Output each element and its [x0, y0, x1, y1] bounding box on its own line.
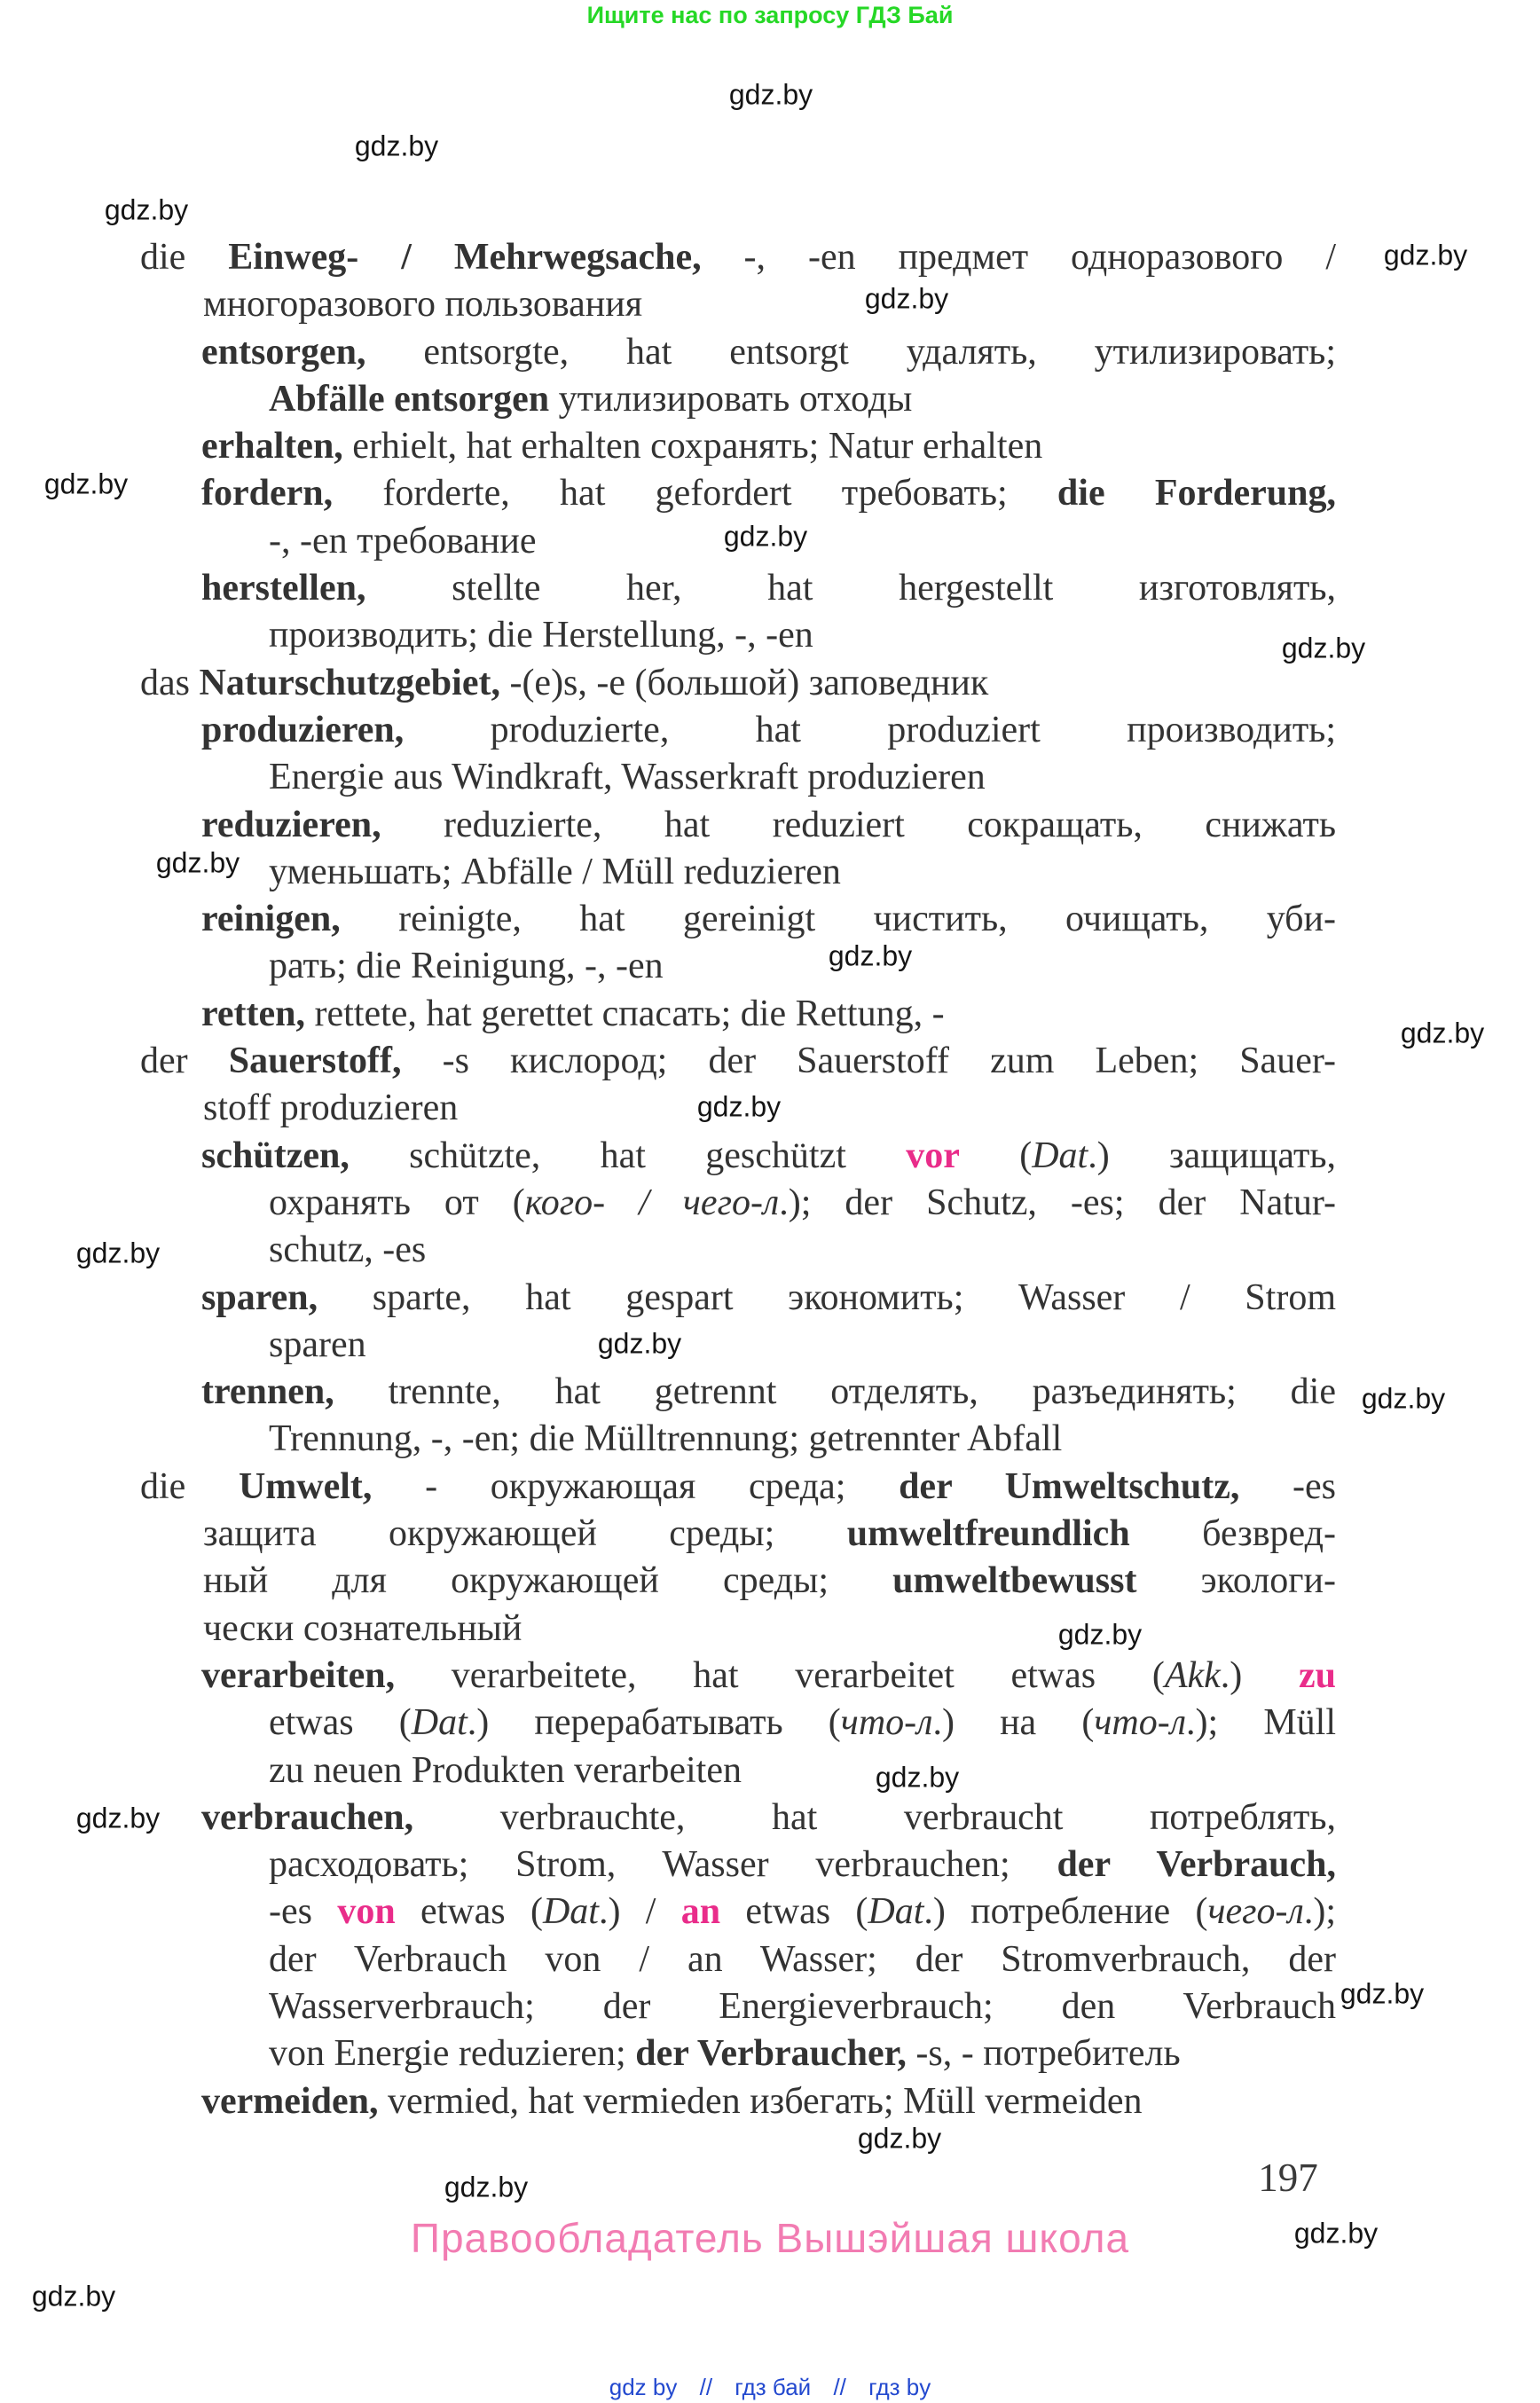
vocab-text: rettete, hat gerettet спасать; die Rettung, - — [305, 993, 945, 1034]
vocab-line — [269, 1700, 1336, 1747]
vocab-text: erhielt, hat erhalten сохранять; Natur erhalten — [342, 426, 1043, 467]
vocab-text: sparen — [269, 1323, 366, 1365]
vocab-line — [201, 423, 1336, 470]
vocab-line — [201, 1653, 1336, 1700]
vocab-text: der Verbrauch, — [1057, 1844, 1336, 1886]
vocab-line — [269, 1322, 1336, 1369]
vocab-text: кого- / чего-л — [524, 1182, 780, 1223]
vocab-text: reinigte, hat gereinigt чистить, очищать, уби- — [340, 899, 1336, 940]
gdz-watermark: gdz.by — [1057, 1618, 1143, 1651]
vocab-line — [201, 565, 1336, 612]
gdz-watermark: gdz.by — [43, 467, 129, 500]
gdz-watermark: gdz.by — [857, 2122, 942, 2155]
vocab-text: .) на ( — [932, 1702, 1095, 1744]
gdz-watermark: gdz.by — [155, 846, 240, 879]
vocab-text: Umwelt, — [238, 1465, 373, 1507]
vocab-text: entsorgte, hat entsorgt удалять, утилизировать; — [365, 331, 1336, 373]
gdz-watermark: gdz.by — [696, 1090, 782, 1123]
vocabulary-list — [140, 234, 1336, 2125]
vocab-line — [269, 1180, 1336, 1227]
vocab-line — [269, 754, 1336, 801]
vocab-text: der Verbraucher, — [635, 2033, 907, 2075]
vocab-text: .) / — [598, 1891, 681, 1933]
vocab-text: что-л — [1094, 1702, 1187, 1744]
vocab-text: Dat — [411, 1702, 468, 1744]
vocab-text: Akk — [1164, 1654, 1221, 1696]
vocab-text: что-л — [840, 1702, 933, 1744]
vocab-line — [269, 943, 1336, 990]
vocab-text: schützte, hat geschützt — [349, 1135, 907, 1176]
vocab-line — [203, 281, 1336, 328]
vocab-line — [140, 234, 1336, 281]
gdz-watermark: gdz.by — [728, 78, 813, 111]
vocab-line — [203, 1606, 1336, 1653]
vocab-line — [203, 1558, 1336, 1605]
gdz-watermark: gdz.by — [444, 2171, 529, 2203]
gdz-watermark: gdz.by — [864, 282, 949, 315]
vocab-text: das — [140, 662, 200, 703]
vocab-text: der Verbrauch von / an Wasser; der Stromverbrauch, der — [269, 1938, 1336, 1980]
vocab-text: Energie aus Windkraft, Wasserkraft produzieren — [269, 757, 986, 798]
vocab-text: entsorgen, — [201, 331, 366, 373]
vocab-text: .); — [1303, 1891, 1336, 1933]
vocab-text: Dat — [1032, 1135, 1088, 1176]
footer-link-gdz-bai: гдз бай — [735, 2374, 812, 2400]
vocab-text: ( — [959, 1135, 1033, 1176]
vocab-line — [203, 1511, 1336, 1558]
vocab-text: produzieren, — [201, 709, 405, 750]
vocab-text: -es — [269, 1891, 338, 1933]
vocab-line — [201, 802, 1336, 849]
vocab-text: umweltbewusst — [892, 1560, 1137, 1602]
vocab-text: reduzierte, hat reduziert сокращать, снижать — [381, 804, 1336, 845]
vocab-line — [269, 2030, 1336, 2077]
vocab-text: Einweg- / Mehrwegsache, — [228, 237, 702, 278]
vocab-text: утилизировать отходы — [549, 378, 913, 420]
vocab-line — [201, 329, 1336, 376]
vocab-text: trennte, hat getrennt отделять, разъединять; die — [334, 1371, 1336, 1413]
vocab-text: чего-л — [1207, 1891, 1304, 1933]
vocab-text: die Forderung, — [1057, 473, 1336, 514]
vocab-line — [201, 1794, 1336, 1842]
vocab-line — [269, 1416, 1336, 1463]
vocab-text: sparen, — [201, 1276, 318, 1318]
vocab-text: Naturschutzgebiet, — [199, 662, 500, 703]
copyright-note: Правообладатель Вышэйшая школа — [410, 2215, 1130, 2261]
vocab-text: многоразового пользования — [203, 284, 643, 326]
vocab-text: produzierte, hat produziert производить; — [404, 709, 1336, 750]
vocab-text: reinigen, — [201, 899, 341, 940]
vocab-text: уменьшать; Abfälle / Müll reduzieren — [269, 851, 841, 892]
vocab-line — [269, 1936, 1336, 1983]
vocab-text: .) — [1220, 1654, 1299, 1696]
gdz-watermark: gdz.by — [1293, 2217, 1379, 2250]
vocab-text: stellte her, hat hergestellt изготовлять, — [365, 568, 1336, 609]
vocab-line — [201, 1275, 1336, 1322]
vocab-line — [269, 1983, 1336, 2030]
vocab-text: forderte, hat gefordert требовать; — [333, 473, 1057, 514]
vocab-text: verbrauchen, — [201, 1796, 414, 1838]
vocab-text: -, -en предмет одноразового / — [701, 237, 1336, 278]
vocab-text: etwas ( — [720, 1891, 868, 1933]
vocab-text: verbrauchte, hat verbraucht потреблять, — [413, 1796, 1336, 1838]
vocab-line — [269, 1227, 1336, 1274]
vocab-text: - окружающая среда; — [372, 1465, 900, 1507]
vocab-line — [201, 2078, 1336, 2125]
vocab-text: -s, - потребитель — [906, 2033, 1181, 2075]
vocab-line — [269, 1842, 1336, 1889]
vocab-text: etwas ( — [395, 1891, 543, 1933]
highlighted-preposition: zu — [1298, 1654, 1336, 1696]
vocab-text: schützen, — [201, 1135, 350, 1176]
gdz-watermark: gdz.by — [75, 1802, 161, 1834]
vocab-line — [203, 1085, 1336, 1132]
vocab-line — [201, 707, 1336, 754]
vocab-text: ный для окружающей среды; — [203, 1560, 893, 1602]
vocab-text: Wasserverbrauch; der Energieverbrauch; den Verbrauch — [269, 1985, 1336, 2027]
vocab-text: -s кислород; der Sauerstoff zum Leben; Sauer- — [401, 1041, 1336, 1082]
vocab-text: экологи- — [1136, 1560, 1336, 1602]
vocab-text: verarbeitete, hat verarbeitet etwas ( — [395, 1654, 1165, 1696]
vocab-text: расходовать; Strom, Wasser verbrauchen; — [269, 1844, 1057, 1886]
vocab-line — [269, 1747, 1336, 1794]
footer-link-gdz-by: gdz by — [609, 2374, 678, 2400]
gdz-watermark: gdz.by — [75, 1237, 161, 1269]
footer-links — [0, 2374, 1540, 2401]
gdz-watermark: gdz.by — [1400, 1017, 1485, 1049]
vocab-text: производить; die Herstellung, -, -en — [269, 615, 813, 656]
gdz-watermark: gdz.by — [1281, 632, 1366, 664]
vocab-text: Dat — [868, 1891, 924, 1933]
vocab-text: verarbeiten, — [201, 1654, 396, 1696]
vocab-line — [201, 1133, 1336, 1180]
vocab-line — [140, 660, 1336, 707]
vocab-text: sparte, hat gespart экономить; Wasser / Strom — [318, 1276, 1336, 1318]
gdz-watermark: gdz.by — [828, 939, 913, 972]
gdz-watermark: gdz.by — [31, 2280, 116, 2313]
vocab-text: -(e)s, -e (большой) заповедник — [499, 662, 989, 703]
vocab-text: die — [140, 1465, 239, 1507]
vocab-line — [140, 1038, 1336, 1085]
vocab-text: безвред- — [1129, 1513, 1336, 1555]
vocab-text: erhalten, — [201, 426, 343, 467]
footer-link-gdz-by-cyr: гдз by — [868, 2374, 931, 2400]
vocab-text: Dat — [542, 1891, 599, 1933]
vocab-text: reduzieren, — [201, 804, 381, 845]
vocab-text: von Energie reduzieren; — [269, 2033, 636, 2075]
vocab-line — [269, 1889, 1336, 1936]
vocab-text: retten, — [201, 993, 305, 1034]
gdz-watermark: gdz.by — [597, 1327, 682, 1360]
gdz-watermark: gdz.by — [1383, 239, 1468, 271]
vocab-line — [269, 518, 1336, 565]
vocab-text: vermeiden, — [201, 2080, 379, 2122]
vocab-line — [269, 849, 1336, 896]
vocab-text: защита окружающей среды; — [203, 1513, 847, 1555]
vocab-text: .) перерабатывать ( — [467, 1702, 841, 1744]
gdz-watermark: gdz.by — [354, 130, 439, 162]
gdz-watermark: gdz.by — [723, 520, 808, 553]
highlighted-preposition: von — [337, 1891, 396, 1933]
vocab-text: vermied, hat vermieden избегать; Müll vermeiden — [378, 2080, 1143, 2122]
vocab-text: .); der Schutz, -es; der Natur- — [779, 1182, 1337, 1223]
vocab-text: stoff produzieren — [203, 1088, 459, 1129]
gdz-watermark: gdz.by — [1361, 1382, 1446, 1415]
highlighted-preposition: an — [680, 1891, 721, 1933]
vocab-text: herstellen, — [201, 568, 366, 609]
vocab-text: охранять от ( — [269, 1182, 525, 1223]
gdz-watermark: gdz.by — [1340, 1977, 1425, 2010]
vocab-text: etwas ( — [269, 1702, 412, 1744]
vocab-text: рать; die Reinigung, -, -en — [269, 946, 664, 987]
vocab-text: fordern, — [201, 473, 334, 514]
vocab-text: der — [140, 1041, 229, 1082]
vocab-text: zu neuen Produkten verarbeiten — [269, 1749, 742, 1791]
vocab-text: -es — [1239, 1465, 1336, 1507]
vocab-text: .); Müll — [1186, 1702, 1336, 1744]
page-number: 197 — [1258, 2156, 1318, 2200]
vocab-text: Trennung, -, -en; die Mülltrennung; getrennter Abfall — [269, 1418, 1063, 1460]
vocab-text: der Umweltschutz, — [899, 1465, 1240, 1507]
vocab-text: .) защищать, — [1088, 1135, 1336, 1176]
site-search-banner: Ищите нас по запросу ГДЗ Бай — [586, 2, 954, 28]
gdz-watermark: gdz.by — [104, 193, 189, 226]
footer-separator: // — [833, 2374, 846, 2400]
vocab-text: Sauerstoff, — [228, 1041, 402, 1082]
vocab-line — [140, 1464, 1336, 1511]
vocab-line — [269, 612, 1336, 659]
vocab-text: die — [140, 237, 229, 278]
vocab-text: -, -en требование — [269, 520, 537, 561]
footer-separator: // — [699, 2374, 713, 2400]
vocab-text: schutz, -es — [269, 1229, 427, 1271]
vocab-line — [201, 470, 1336, 517]
vocab-line — [201, 1369, 1336, 1416]
vocab-line — [269, 376, 1336, 423]
vocab-text: umweltfreundlich — [846, 1513, 1130, 1555]
vocab-text: Abfälle entsorgen — [269, 378, 550, 420]
vocab-text: чески сознательный — [203, 1607, 522, 1649]
vocab-line — [201, 896, 1336, 943]
vocab-text: trennen, — [201, 1371, 334, 1413]
highlighted-preposition: vor — [906, 1135, 960, 1176]
vocab-text: .) потребление ( — [923, 1891, 1208, 1933]
vocab-line — [201, 991, 1336, 1038]
gdz-watermark: gdz.by — [875, 1761, 960, 1794]
